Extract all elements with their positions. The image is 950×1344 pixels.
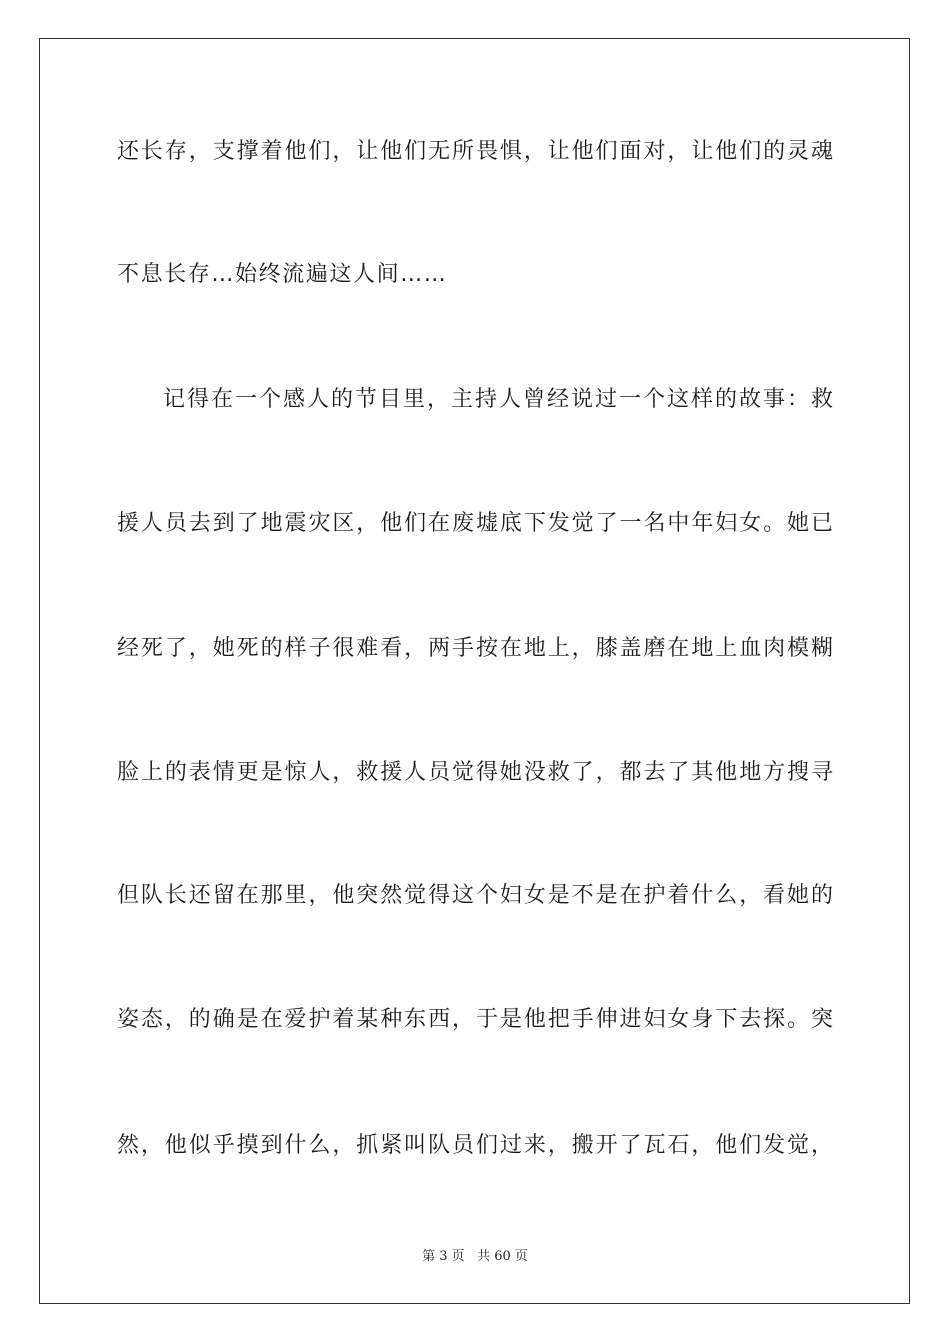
paragraph-line-8: 姿态，的确是在爱护着某种东西，于是他把手伸进妇女身下去探。突: [117, 1007, 833, 1032]
paragraph-line-5: 经死了，她死的样子很难看，两手按在地上，膝盖磨在地上血肉模糊: [117, 636, 833, 661]
page-border: [39, 38, 910, 1304]
paragraph-line-6: 脸上的表情更是惊人，救援人员觉得她没救了，都去了其他地方搜寻: [117, 760, 833, 785]
page-footer: [0, 1248, 950, 1266]
paragraph-line-9: 然，他似乎摸到什么，抓紧叫队员们过来，搬开了瓦石，他们发觉，: [117, 1133, 833, 1158]
page-number: 第 3 页: [422, 1249, 465, 1264]
paragraph-line-3: 记得在一个感人的节目里，主持人曾经说过一个这样的故事：救: [163, 387, 833, 412]
paragraph-line-2: 不息长存…始终流遍这人间……: [117, 262, 448, 287]
paragraph-line-7: 但队长还留在那里，他突然觉得这个妇女是不是在护着什么，看她的: [117, 883, 833, 908]
page-total: 共 60 页: [477, 1249, 528, 1264]
paragraph-line-4: 援人员去到了地震灾区，他们在废墟底下发觉了一名中年妇女。她已: [117, 511, 833, 536]
paragraph-line-1: 还长存，支撑着他们，让他们无所畏惧，让他们面对，让他们的灵魂: [117, 139, 833, 164]
